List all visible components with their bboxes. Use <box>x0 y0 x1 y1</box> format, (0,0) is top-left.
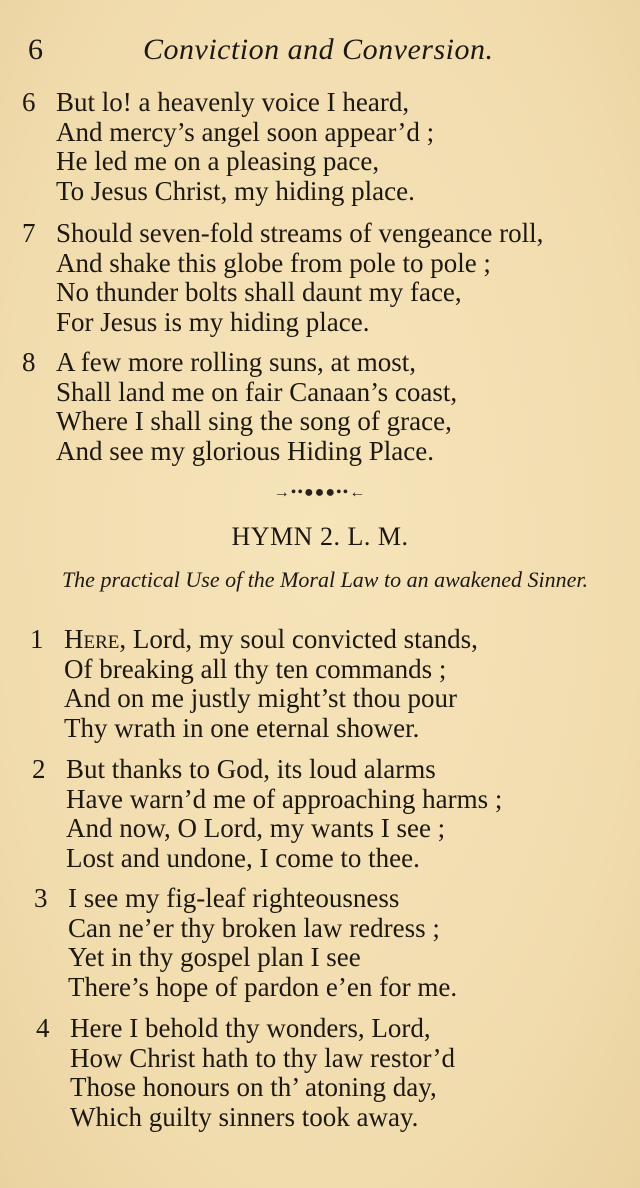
verse-line: Shall land me on fair Canaan’s coast, <box>56 376 458 407</box>
verse-line: Which guilty sinners took away. <box>70 1101 419 1132</box>
verse-line: To Jesus Christ, my hiding place. <box>56 175 415 206</box>
verse-line: Thy wrath in one eternal shower. <box>64 712 420 743</box>
verse-line: Of breaking all thy ten commands ; <box>64 653 447 684</box>
first-line-rest: Lord, my soul convicted stands, <box>126 624 478 654</box>
verse-line: Lost and undone, I come to thee. <box>66 842 420 873</box>
verse-line: But lo! a heavenly voice I heard, <box>56 87 410 117</box>
verse-line: And on me justly might’st thou pour <box>64 683 458 713</box>
verse-line: There’s hope of pardon e’en for me. <box>68 971 458 1002</box>
verse-line: Yet in thy gospel plan I see <box>68 942 361 972</box>
verse-line: He led me on a pleasing pace, <box>56 146 380 176</box>
verse-line: Where I shall sing the song of grace, <box>56 406 452 436</box>
stanza-number: 2 <box>32 754 46 784</box>
verse-line: And see my glorious Hiding Place. <box>56 435 434 466</box>
stanza-6 <box>22 88 622 206</box>
verse-line: Here I behold thy wonders, Lord, <box>70 1013 431 1043</box>
verse-line <box>30 625 630 655</box>
verse-line: Should seven-fold streams of vengeance roll, <box>56 218 544 248</box>
stanza-number: 1 <box>30 624 44 654</box>
verse-line: And shake this globe from pole to pole ; <box>56 247 491 278</box>
verse-line: And now, O Lord, my wants I see ; <box>66 813 446 843</box>
stanza-7 <box>22 219 622 337</box>
page-number: 6 <box>28 33 43 66</box>
stanza-number: 6 <box>22 87 36 117</box>
hymn-stanza-2 <box>32 755 632 873</box>
verse-line: Those honours on th’ atoning day, <box>70 1072 437 1102</box>
verse-line: I see my fig-leaf righteousness <box>68 883 400 913</box>
verse-line: How Christ hath to thy law restor’d <box>70 1042 455 1073</box>
page-header <box>28 32 612 72</box>
first-word: Here, <box>64 624 127 654</box>
stanza-number: 4 <box>36 1013 50 1043</box>
running-head: Conviction and Conversion. <box>143 33 494 66</box>
stanza-number: 7 <box>22 218 36 248</box>
verse-line: No thunder bolts shall daunt my face, <box>56 277 462 307</box>
verse-line: For Jesus is my hiding place. <box>56 306 370 337</box>
verse-line: A few more rolling suns, at most, <box>56 347 416 377</box>
hymn-stanza-1 <box>30 625 630 743</box>
verse-line: But thanks to God, its loud alarms <box>66 754 436 784</box>
verse-line: And mercy’s angel soon appear’d ; <box>56 116 435 147</box>
hymn-subtitle: The practical Use of the Moral Law to an awakened Sinner. <box>61 567 589 592</box>
verse-line: Can ne’er thy broken law redress ; <box>68 912 440 943</box>
verse-line: Have warn’d me of approaching harms ; <box>66 783 503 814</box>
stanza-number: 8 <box>22 347 36 377</box>
hymn-stanza-4 <box>36 1014 636 1132</box>
hymn-stanza-3 <box>34 884 634 1002</box>
hymn-title: HYMN 2. L. M. <box>231 522 409 551</box>
stanza-number: 3 <box>34 883 48 913</box>
stanza-8 <box>22 348 622 466</box>
ornament-divider: →••●●●••← <box>273 484 367 501</box>
